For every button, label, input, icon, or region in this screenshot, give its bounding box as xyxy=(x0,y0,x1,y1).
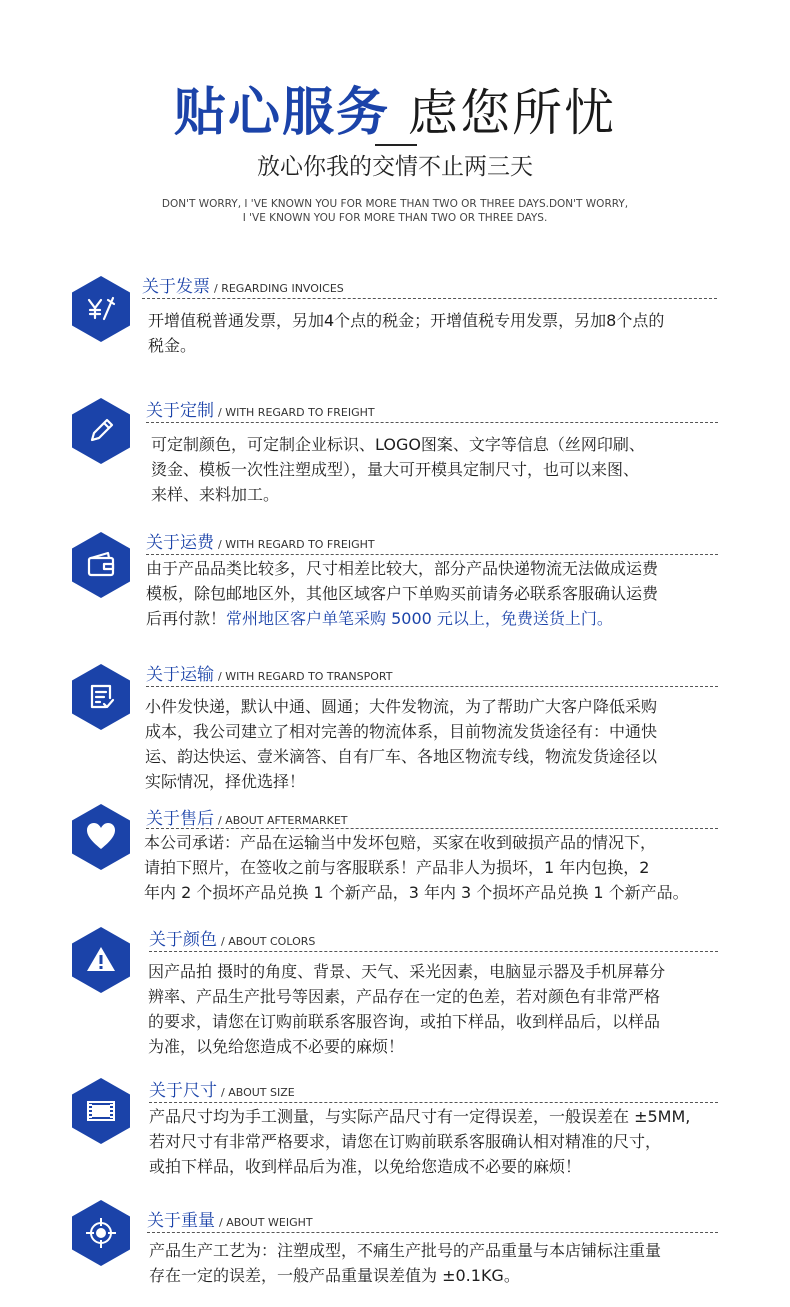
body-line: 由于产品品类比较多，尺寸相差比较大，部分产品快递物流无法做成运费 xyxy=(146,559,659,578)
section-title: 关于运费 xyxy=(146,533,214,553)
body-line: 产品生产工艺为：注塑成型，不痛生产批号的产品重量与本店铺标注重量 xyxy=(149,1241,662,1260)
body-line: 小件发快递，默认中通、圆通；大件发物流，为了帮助广大客户降低采购 xyxy=(145,697,658,716)
body-line: 烫金、模板一次性注塑成型），量大可开模具定制尺寸，也可以来图、 xyxy=(151,460,640,479)
section-title: 关于颜色 xyxy=(149,930,217,950)
section-body xyxy=(151,432,751,507)
invoice-icon xyxy=(72,276,130,342)
section-subtitle: / REGARDING INVOICES xyxy=(214,282,344,295)
section-body xyxy=(145,694,755,794)
warning-icon xyxy=(72,927,130,993)
body-line: 可定制颜色，可定制企业标识、LOGO图案、文字等信息（丝网印刷、 xyxy=(151,435,645,454)
body-line: 年内 2 个损坏产品兑换 1 个新产品，3 年内 3 个损坏产品兑换 1 个新产品。 xyxy=(144,883,689,902)
section-body xyxy=(148,308,748,358)
section-body xyxy=(144,830,784,905)
body-line xyxy=(146,606,756,631)
english-line-1: DON'T WORRY, I 'VE KNOWN YOU FOR MORE THAN TWO OR THREE DAYS.DON'T WORRY, xyxy=(161,198,629,210)
section-body xyxy=(149,1238,759,1288)
section-subtitle: / WITH REGARD TO FREIGHT xyxy=(218,538,375,551)
section-subtitle: / WITH REGARD TO TRANSPORT xyxy=(218,670,393,683)
english-tagline xyxy=(150,197,640,225)
title-divider xyxy=(375,144,417,146)
body-line: 或拍下样品，收到样品后为准，以免给您造成不必要的麻烦！ xyxy=(149,1157,582,1176)
crosshair-icon xyxy=(72,1200,130,1266)
hero-header xyxy=(0,0,790,240)
body-line: 成本，我公司建立了相对完善的物流体系，目前物流发货途径有：中通快 xyxy=(145,722,658,741)
body-line: 为准，以免给您造成不必要的麻烦！ xyxy=(148,1037,405,1056)
body-line: 本公司承诺：产品在运输当中发坏包赔，买家在收到破损产品的情况下， xyxy=(144,833,657,852)
body-line: 税金。 xyxy=(148,336,197,355)
section-subtitle: / ABOUT COLORS xyxy=(221,935,316,948)
section-header xyxy=(149,925,315,950)
title-dark: 虑您所忧 xyxy=(408,84,616,142)
body-text: 后再付款！ xyxy=(146,609,227,628)
section-title: 关于尺寸 xyxy=(149,1081,217,1101)
dashed-divider xyxy=(149,951,718,952)
dashed-divider xyxy=(146,828,718,829)
body-line: 来样、来料加工。 xyxy=(151,485,280,504)
section-header xyxy=(146,804,348,829)
section-subtitle: / ABOUT SIZE xyxy=(221,1086,295,1099)
wallet-icon xyxy=(72,532,130,598)
section-header xyxy=(146,528,375,553)
body-line: 模板，除包邮地区外，其他区域客户下单购买前请务必联系客服确认运费 xyxy=(146,584,659,603)
section-title: 关于重量 xyxy=(147,1211,215,1231)
dashed-divider xyxy=(147,1232,718,1233)
section-header xyxy=(147,1206,313,1231)
section-body xyxy=(149,1104,769,1179)
page-title xyxy=(0,70,790,145)
body-line: 请拍下照片，在签收之前与客服联系！产品非人为损坏，1 年内包换，2 xyxy=(144,858,650,877)
page-subtitle: 放心你我的交情不止两三天 xyxy=(257,154,533,180)
section-header xyxy=(142,272,344,297)
body-line: 运、韵达快运、壹米滴答、自有厂车、各地区物流专线，物流发货途径以 xyxy=(145,747,658,766)
section-title: 关于发票 xyxy=(142,277,210,297)
dashed-divider xyxy=(146,422,718,423)
english-line-2: I 'VE KNOWN YOU FOR MORE THAN TWO OR THREE DAYS. xyxy=(242,212,548,224)
body-line: 开增值税普通发票，另加4个点的税金；开增值税专用发票，另加8个点的 xyxy=(148,311,665,330)
body-line: 的要求，请您在订购前联系客服咨询，或拍下样品，收到样品后，以样品 xyxy=(148,1012,661,1031)
section-subtitle: / ABOUT AFTERMARKET xyxy=(218,814,348,827)
section-title: 关于运输 xyxy=(146,665,214,685)
body-line: 存在一定的误差，一般产品重量误差值为 ±0.1KG。 xyxy=(149,1266,520,1285)
dashed-divider xyxy=(149,1102,718,1103)
dashed-divider xyxy=(146,554,718,555)
dashed-divider xyxy=(146,686,718,687)
customize-pencil-icon xyxy=(72,398,130,464)
film-size-icon xyxy=(72,1078,130,1144)
free-delivery-note: 常州地区客户单笔采购 5000 元以上，免费送货上门。 xyxy=(226,609,613,628)
body-line: 产品尺寸均为手工测量，与实际产品尺寸有一定得误差，一般误差在 ±5MM, xyxy=(149,1107,691,1126)
section-subtitle: / WITH REGARD TO FREIGHT xyxy=(218,406,375,419)
body-line: 若对尺寸有非常严格要求，请您在订购前联系客服确认相对精准的尺寸， xyxy=(149,1132,662,1151)
heart-icon xyxy=(72,804,130,870)
section-title: 关于售后 xyxy=(146,809,214,829)
dashed-divider xyxy=(142,298,717,299)
section-body xyxy=(148,959,768,1059)
body-line: 实际情况，择优选择！ xyxy=(145,772,306,791)
section-header xyxy=(146,396,375,421)
section-header xyxy=(149,1076,295,1101)
title-blue: 贴心服务 xyxy=(173,83,390,143)
section-title: 关于定制 xyxy=(146,401,214,421)
section-body xyxy=(146,556,756,631)
body-line: 因产品拍 摄时的角度、背景、天气、采光因素，电脑显示器及手机屏幕分 xyxy=(148,962,666,981)
checklist-icon xyxy=(72,664,130,730)
section-subtitle: / ABOUT WEIGHT xyxy=(219,1216,313,1229)
section-header xyxy=(146,660,392,685)
body-line: 辨率、产品生产批号等因素，产品存在一定的色差，若对颜色有非常严格 xyxy=(148,987,661,1006)
